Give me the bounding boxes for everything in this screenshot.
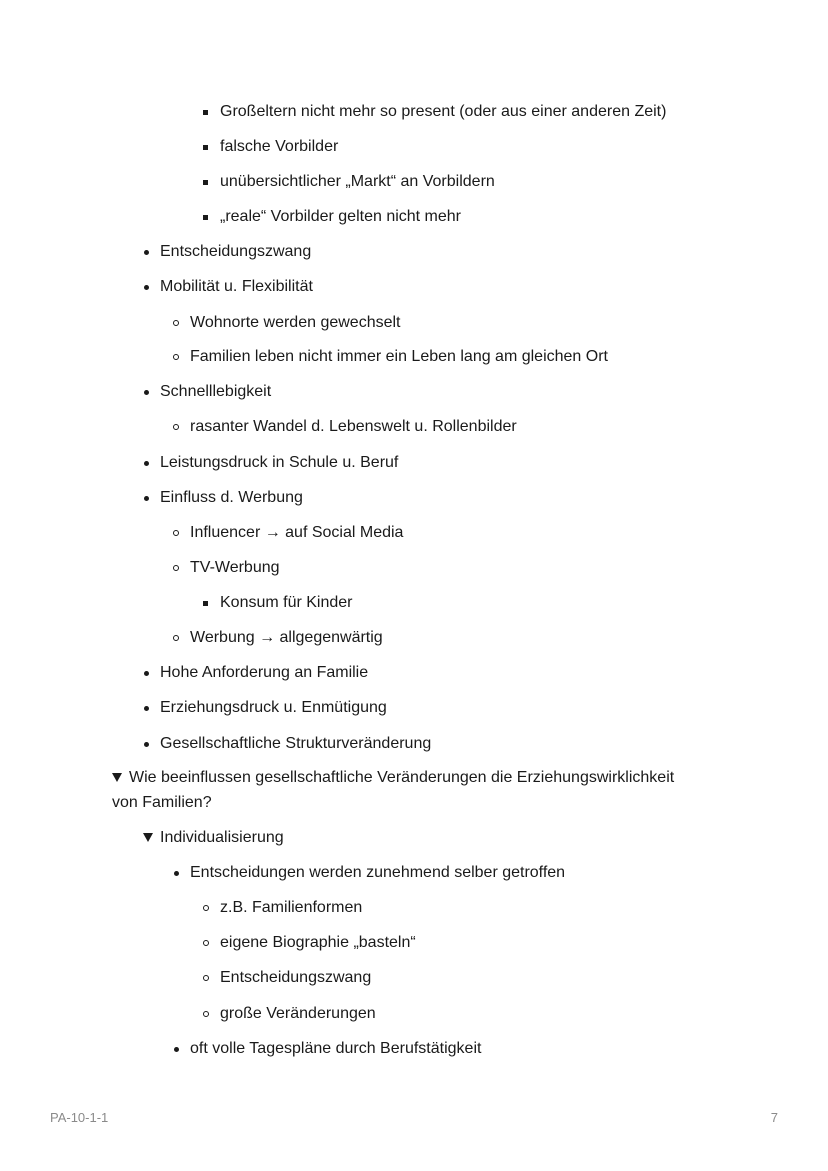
list-item-text: Wohnorte werden gewechselt [190,314,401,331]
bullet-icon [144,250,149,255]
circle-bullet-icon [173,635,179,641]
list-item [190,523,403,543]
toggle-heading-text: Wie beeinflussen gesellschaftliche Veränderungen die Erziehungswirklichkeit [129,769,675,786]
bullet-icon [144,461,149,466]
list-item [160,663,368,683]
list-item [160,382,271,402]
list-item [220,593,353,613]
circle-bullet-icon [203,905,209,911]
bullet-icon [174,871,179,876]
list-item [220,207,461,227]
list-item-text: Schnelllebigkeit [160,383,272,400]
list-item [190,417,517,437]
list-item-text: Konsum für Kinder [220,594,353,611]
circle-bullet-icon [173,320,179,326]
list-item [160,488,303,508]
list-item-text: Familien leben nicht immer ein Leben lang am gleichen Ort [190,348,608,365]
circle-bullet-icon [173,530,179,536]
list-item-text: Erziehungsdruck u. Enmütigung [160,699,387,716]
list-item-text: Mobilität u. Flexibilität [160,278,313,295]
list-item [190,347,608,367]
list-item-text: z.B. Familienformen [220,899,363,916]
list-item [160,242,311,262]
footer-page-number: 7 [770,1110,778,1125]
list-item [220,102,666,122]
square-bullet-icon [203,215,208,220]
list-item-text: Hohe Anforderung an Familie [160,664,369,681]
list-item [220,137,338,157]
circle-bullet-icon [203,975,209,981]
toggle-triangle-icon[interactable] [112,773,122,782]
toggle-heading[interactable] [112,768,674,788]
square-bullet-icon [203,180,208,185]
square-bullet-icon [203,110,208,115]
toggle-heading-text-continued: von Familien? [112,794,212,811]
list-item-text: Entscheidungszwang [160,243,312,260]
circle-bullet-icon [173,354,179,360]
list-item-text: große Veränderungen [220,1005,376,1022]
list-item [220,933,416,953]
list-item [160,277,313,297]
list-item-text: eigene Biographie „basteln“ [220,934,416,951]
list-item-text: „reale“ Vorbilder gelten nicht mehr [220,208,462,225]
list-item [160,453,398,473]
list-item-text: Gesellschaftliche Strukturveränderung [160,735,432,752]
circle-bullet-icon [173,424,179,430]
list-item-text: unübersichtlicher „Markt“ an Vorbildern [220,173,495,190]
nested-toggle[interactable] [143,828,284,848]
list-item [220,898,362,918]
toggle-triangle-icon[interactable] [143,833,153,842]
list-item-text: Werbung → allgegenwärtig [190,629,383,646]
bullet-icon [174,1047,179,1052]
list-item [160,698,387,718]
list-item-text: falsche Vorbilder [220,138,339,155]
list-item [190,313,401,333]
circle-bullet-icon [173,565,179,571]
circle-bullet-icon [203,940,209,946]
list-item-text: Großeltern nicht mehr so present (oder aus einer anderen Zeit) [220,103,667,120]
circle-bullet-icon [203,1011,209,1017]
list-item [220,1004,376,1024]
list-item-text: Leistungsdruck in Schule u. Beruf [160,454,399,471]
list-item-text: Influencer → auf Social Media [190,524,404,541]
list-item [160,734,431,754]
list-item-text: Entscheidungen werden zunehmend selber getroffen [190,864,566,881]
bullet-icon [144,742,149,747]
list-item [190,863,565,883]
list-item [220,172,495,192]
list-item-text: oft volle Tagespläne durch Berufstätigkeit [190,1040,482,1057]
toggle-heading-continuation [112,793,212,813]
list-item [190,558,280,578]
footer-doc-id: PA-10-1-1 [50,1110,109,1125]
bullet-icon [144,496,149,501]
list-item-text: Entscheidungszwang [220,969,372,986]
list-item-text: Einfluss d. Werbung [160,489,303,506]
bullet-icon [144,706,149,711]
nested-toggle-text: Individualisierung [160,829,284,846]
list-item-text: TV-Werbung [190,559,280,576]
list-item [220,968,371,988]
bullet-icon [144,671,149,676]
square-bullet-icon [203,145,208,150]
list-item [190,628,383,648]
bullet-icon [144,390,149,395]
bullet-icon [144,285,149,290]
list-item [190,1039,481,1059]
square-bullet-icon [203,601,208,606]
list-item-text: rasanter Wandel d. Lebenswelt u. Rollenbilder [190,418,517,435]
